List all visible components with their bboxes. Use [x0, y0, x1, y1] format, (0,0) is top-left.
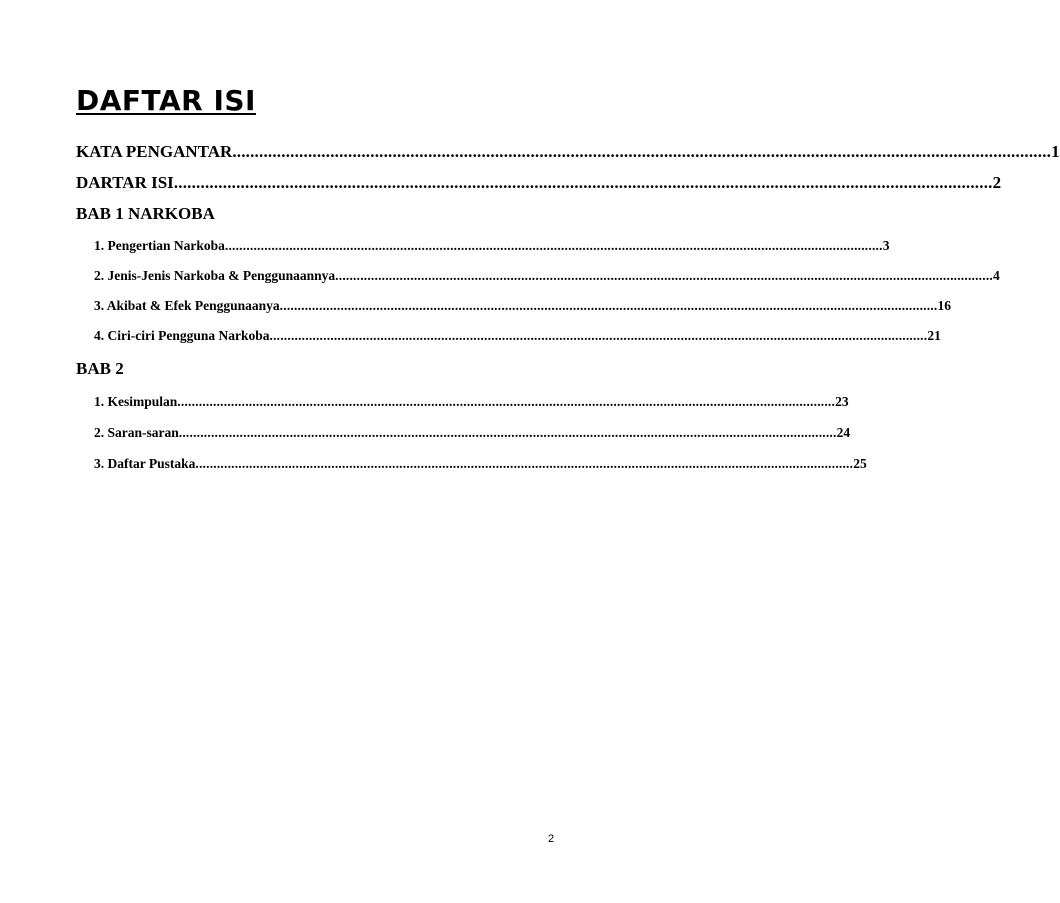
toc-entry-page: 23	[835, 394, 849, 409]
toc-entry-label: DARTAR ISI	[76, 173, 174, 192]
toc-subentry	[94, 237, 890, 255]
toc-entry-label: 2. Saran-saran	[94, 425, 179, 440]
toc-subentry	[94, 424, 851, 442]
toc-entry-label: 3. Daftar Pustaka	[94, 456, 196, 471]
toc-entry-dartar-isi	[76, 172, 1002, 194]
toc-subentry	[94, 297, 951, 315]
dot-leader: ........................................................................................................................................................................................	[195, 456, 854, 471]
toc-entry-page: 4	[992, 268, 1000, 283]
toc-entry-page: 16	[937, 298, 951, 313]
toc-entry-page: 1	[1051, 142, 1060, 161]
dot-leader: ........................................................................................................................................................................................	[279, 298, 938, 313]
dot-leader: ........................................................................................................................................................................................	[178, 425, 837, 440]
toc-entry-label: 1. Pengertian Narkoba	[94, 238, 225, 253]
page-number: 2	[548, 833, 555, 845]
toc-entry-kata-pengantar	[76, 141, 1060, 163]
toc-entry-page: 21	[927, 328, 941, 343]
dot-leader: ........................................................................................................................................................................................	[224, 238, 883, 253]
page-title: DAFTAR ISI	[76, 84, 256, 117]
toc-entry-page: 24	[836, 425, 851, 440]
dot-leader: ........................................................................................................................................................................................	[173, 173, 993, 192]
toc-entry-page: 2	[992, 173, 1002, 192]
toc-entry-page: 25	[853, 456, 867, 471]
dot-leader: ........................................................................................................................................................................................	[335, 268, 993, 283]
toc-entry-label: 3. Akibat & Efek Penggunaanya	[94, 298, 280, 313]
dot-leader: ........................................................................................................................................................................................	[177, 394, 836, 409]
section-heading-bab-2: BAB 2	[76, 359, 124, 378]
dot-leader: ........................................................................................................................................................................................	[269, 328, 928, 343]
toc-subentry	[94, 327, 941, 345]
toc-entry-page: 3	[882, 238, 890, 253]
section-heading-bab-1: BAB 1 NARKOBA	[76, 204, 215, 223]
toc-subentry	[94, 267, 1000, 285]
toc-entry-label: 1. Kesimpulan	[94, 394, 178, 409]
toc-subentry	[94, 455, 867, 473]
toc-entry-label: 4. Ciri-ciri Pengguna Narkoba	[94, 328, 270, 343]
toc-entry-label: KATA PENGANTAR	[76, 142, 233, 161]
toc-subentry	[94, 393, 849, 411]
toc-entry-label: 2. Jenis-Jenis Narkoba & Penggunaannya	[94, 268, 336, 283]
dot-leader: ........................................................................................................................................................................................	[232, 142, 1052, 161]
